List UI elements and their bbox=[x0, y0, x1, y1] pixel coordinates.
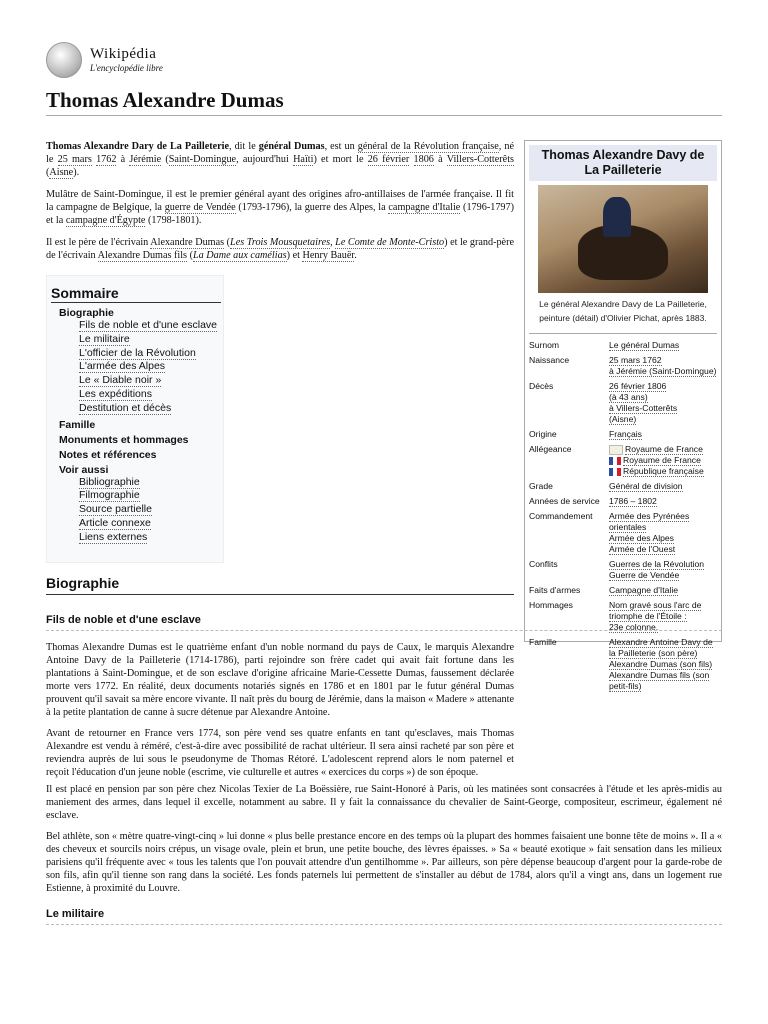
infobox-row bbox=[529, 559, 717, 581]
infobox-value: Général de division bbox=[609, 481, 683, 491]
infobox-value: 25 mars 1762 à Jérémie (Saint-Domingue) bbox=[609, 355, 717, 376]
text-run: ( bbox=[46, 167, 50, 178]
wiki-link[interactable]: général de la Révolution française bbox=[357, 141, 499, 152]
toc-subsection-item[interactable]: Destitution et décès bbox=[79, 401, 172, 414]
text-run: ). bbox=[73, 167, 80, 178]
bold-term: général Dumas bbox=[258, 141, 325, 152]
royal-flag-icon bbox=[609, 445, 623, 455]
infobox-label: Décès bbox=[529, 381, 554, 391]
wiki-link[interactable]: guerre de Vendée bbox=[164, 202, 236, 213]
infobox-value: 1786 – 1802 bbox=[609, 496, 657, 506]
infobox-label: Conflits bbox=[529, 559, 558, 569]
infobox-label: Faits d'armes bbox=[529, 585, 581, 595]
wikipedia-logo[interactable] bbox=[46, 42, 163, 78]
infobox-value: Royaume de France Royaume de France République française bbox=[609, 444, 717, 477]
toc-subsection-item[interactable]: Liens externes bbox=[79, 530, 148, 543]
infobox-value: 26 février 1806 (à 43 ans) à Villers-Cotterêts (Aisne) bbox=[609, 381, 678, 424]
infobox-label: Naissance bbox=[529, 355, 570, 365]
toc-section-item[interactable]: Famille bbox=[59, 418, 96, 431]
text-run: (1796-1797) et la bbox=[46, 202, 514, 226]
wiki-link[interactable]: campagne d'Égypte bbox=[65, 215, 146, 226]
lead-paragraph bbox=[46, 236, 514, 262]
toc-section-item[interactable]: Notes et références bbox=[59, 448, 157, 461]
text-run: (1798-1801). bbox=[145, 215, 202, 226]
image-caption: Le général Alexandre Davy de La Pailleterie, peinture (détail) d'Olivier Pichat, après 1883. bbox=[539, 299, 707, 323]
infobox-label: Allégeance bbox=[529, 444, 572, 454]
lead-section bbox=[46, 140, 514, 271]
subsection-heading: Fils de noble et d'une esclave bbox=[46, 614, 201, 626]
toc-section-item[interactable]: Monuments et hommages bbox=[59, 433, 189, 446]
rider-shape bbox=[603, 197, 631, 237]
text-run: , dit le bbox=[229, 141, 259, 152]
logo-subtitle: L'encyclopédie libre bbox=[90, 62, 163, 73]
infobox-value: Alexandre Antoine Davy de la Pailleterie (son père) Alexandre Dumas (son fils) Alexandre Dumas fils (son petit-fils) bbox=[609, 637, 713, 691]
text-run: (1793-1796), la guerre des Alpes, la bbox=[235, 202, 389, 213]
wiki-link[interactable]: Jérémie bbox=[129, 154, 162, 165]
text-run: , aujourd'hui bbox=[236, 154, 294, 165]
infobox-label: Grade bbox=[529, 481, 553, 491]
wiki-link[interactable]: Le Comte de Monte-Cristo bbox=[335, 237, 445, 248]
infobox-row bbox=[529, 481, 717, 492]
text-run: ) et bbox=[286, 250, 303, 261]
infobox-row bbox=[529, 340, 717, 351]
text-run: ( bbox=[161, 154, 169, 165]
subsection-heading: Le militaire bbox=[46, 908, 105, 920]
text-run bbox=[409, 154, 413, 165]
wiki-link[interactable]: Aisne bbox=[49, 167, 74, 178]
infobox-divider bbox=[529, 333, 717, 334]
infobox-label: Origine bbox=[529, 429, 557, 439]
logo-title: Wikipédia bbox=[90, 45, 157, 62]
text-run: Il est le père de l'écrivain bbox=[46, 237, 151, 248]
text-run: ( bbox=[224, 237, 231, 248]
toc-subsection-item[interactable]: Le « Diable noir » bbox=[79, 374, 162, 387]
wiki-link[interactable]: La Dame aux camélias bbox=[192, 250, 287, 261]
page-title: Thomas Alexandre Dumas bbox=[46, 88, 284, 112]
subsection-divider bbox=[46, 924, 722, 925]
text-run: ) et le grand-père de l'écrivain bbox=[46, 237, 514, 261]
infobox-title: Thomas Alexandre Davy de La Pailleterie bbox=[529, 145, 717, 181]
infobox-value: Français bbox=[609, 429, 642, 439]
french-flag-icon bbox=[609, 468, 621, 476]
wikipedia-globe-icon bbox=[46, 42, 82, 78]
lead-paragraph bbox=[46, 140, 514, 179]
text-run: ( bbox=[187, 250, 193, 261]
infobox-row bbox=[529, 496, 717, 507]
wiki-link[interactable]: 1806 bbox=[413, 154, 434, 165]
table-of-contents bbox=[46, 275, 224, 563]
bold-term: Thomas Alexandre Dary de La Pailleterie bbox=[46, 141, 230, 152]
wiki-link[interactable]: Alexandre Dumas fils bbox=[97, 250, 188, 261]
section-body bbox=[46, 641, 514, 787]
wiki-link[interactable]: Alexandre Dumas bbox=[150, 237, 225, 248]
infobox-label: Hommages bbox=[529, 600, 573, 610]
wiki-link[interactable]: Haïti bbox=[293, 154, 314, 165]
infobox-value: Guerres de la Révolution Guerre de Vendée bbox=[609, 559, 705, 580]
text-run: Mulâtre de Saint-Domingue, il est le premier général ayant des origines afro-antillaises de l'armée française. Il fit la campagne de Belgique, la bbox=[46, 189, 514, 213]
infobox-row bbox=[529, 381, 717, 425]
toc-subsection-item[interactable]: Les expéditions bbox=[79, 387, 152, 400]
wiki-link[interactable]: Les Trois Mousquetaires bbox=[230, 237, 331, 248]
paragraph: Thomas Alexandre Dumas est le quatrième enfant d'un noble normand du pays de Caux, le marquis Alexandre Antoine Davy de la Pailleterie (1714-1786), parti rejoindre son frère cadet qui avait fait fortune dans les plantations à Saint-Domingue, et de son esclave d'origine africaine Marie-Cessette Dumas, faussement déclarée morte vers 1772. En réalité, deux documents notariés signés en 1786 et en 1801 par le futur général Dumas prouvent qu'il savait sa mère encore vivante. Il naît près du bourg de Jérémie, dans la maison « Madere » attenante à la petite plantation de canne à sucre détenue par Alexandre Antoine. bbox=[46, 642, 514, 718]
toc-subsection-item[interactable]: Bibliographie bbox=[79, 475, 140, 488]
text-run: à bbox=[116, 154, 130, 165]
infobox-label: Commandement bbox=[529, 511, 593, 521]
wiki-link[interactable]: campagne d'Italie bbox=[388, 202, 461, 213]
infobox-value: Le général Dumas bbox=[609, 340, 680, 350]
toc-subsection-item[interactable]: L'officier de la Révolution bbox=[79, 346, 196, 359]
infobox-value: Nom gravé sous l'arc de triomphe de l'Étoile : 23e colonne. bbox=[609, 600, 702, 632]
subsection-divider bbox=[46, 630, 722, 631]
paragraph: Bel athlète, son « mètre quatre-vingt-cinq » lui donne « plus belle prestance encore en des temps où la plupart des hommes faisaient une bonne tête de moins ». Il a « des cheveux et sourcils noirs crépus, un visage ovale, plein et brun, une petite bouche, des lèvres épaisses. » Sa « beauté exotique » fait sensation dans les milieux parisiens qu'il fréquente avec « tous les talents que l'on pouvait attendre d'un gentilhomme ». Par ailleurs, son père dépense beaucoup d'argent pour la garde-robe de son fils, afin qu'il tienne son rang dans la société. Les fonds paternels lui permettent de s'installer au début de 1784, alors qu'il a vingt ans, dans un logement rue Estienne, à proximité du Louvre. bbox=[46, 831, 722, 894]
wiki-link[interactable]: Villers-Cotterêts bbox=[446, 154, 514, 165]
text-run: à bbox=[433, 154, 447, 165]
french-flag-icon bbox=[609, 457, 621, 465]
wiki-link[interactable]: Saint-Domingue bbox=[168, 154, 237, 165]
text-run: , bbox=[330, 237, 336, 248]
infobox-value: Campagne d'Italie bbox=[609, 585, 679, 595]
toc-section-item[interactable]: Biographie bbox=[59, 307, 114, 319]
infobox-label: Famille bbox=[529, 637, 557, 647]
infobox-row bbox=[529, 444, 717, 477]
infobox-row bbox=[529, 355, 717, 377]
infobox-row bbox=[529, 600, 717, 633]
lead-paragraph bbox=[46, 188, 514, 227]
toc-section-item[interactable]: Voir aussi bbox=[59, 463, 109, 476]
infobox bbox=[524, 140, 722, 691]
infobox-row bbox=[529, 429, 717, 440]
wiki-link[interactable]: Henry Bauër bbox=[302, 250, 355, 261]
toc-title: Sommaire bbox=[51, 285, 221, 303]
text-run: , né le bbox=[46, 141, 514, 165]
section-body-wide bbox=[46, 783, 722, 903]
infobox-value: Armée des Pyrénées orientales Armée des Alpes Armée de l'Ouest bbox=[609, 511, 690, 554]
toc-subsection-item[interactable]: Le militaire bbox=[79, 332, 130, 345]
text-run: , est un bbox=[324, 141, 358, 152]
toc-subsection-item[interactable]: Article connexe bbox=[79, 516, 151, 529]
paragraph: Avant de retourner en France vers 1774, son père vend ses quatre enfants en tant qu'esclaves, mais Thomas Alexandre est vendu à réméré, c'est-à-dire avec possibilité de rachat ultérieur. Il sera ainsi racheté par son père et reviendra auprès de lui sous le pseudonyme de Thomas Rétoré. L'adolescent reprend alors le nom paternel et reçoit l'éducation d'un jeune noble (escrime, vie culturelle et autres « exercices du corps ») de son époque. bbox=[46, 728, 514, 778]
toc-subsection-item[interactable]: Filmographie bbox=[79, 489, 140, 502]
infobox-row bbox=[529, 511, 717, 555]
wiki-link[interactable]: 26 février bbox=[367, 154, 410, 165]
wiki-link[interactable]: 25 mars bbox=[57, 154, 92, 165]
toc-subsection-item[interactable]: L'armée des Alpes bbox=[79, 360, 166, 373]
portrait-image[interactable] bbox=[538, 185, 708, 293]
section-heading-biographie: Biographie bbox=[46, 575, 120, 591]
infobox-row bbox=[529, 585, 717, 596]
section-divider bbox=[46, 594, 514, 595]
infobox-label: Surnom bbox=[529, 340, 560, 350]
text-run: ) et mort le bbox=[313, 154, 368, 165]
title-divider bbox=[46, 115, 722, 116]
toc-subsection-item[interactable]: Source partielle bbox=[79, 503, 152, 516]
toc-subsection-item[interactable]: Fils de noble et d'une esclave bbox=[79, 319, 218, 331]
text-run: . bbox=[354, 250, 357, 261]
wiki-link[interactable]: 1762 bbox=[96, 154, 117, 165]
infobox-label: Années de service bbox=[529, 496, 600, 506]
infobox-row bbox=[529, 637, 717, 692]
paragraph: Il est placé en pension par son père chez Nicolas Texier de La Boëssière, rue Saint-Honoré à Paris, où les matinées sont consacrées à l'étude et les après-midis au maniement des armes, dans lequel il excelle, notamment au sabre. Il y fait la connaissance du chevalier de Saint-George, compositeur, escrimeur, également né esclave. bbox=[46, 784, 722, 821]
